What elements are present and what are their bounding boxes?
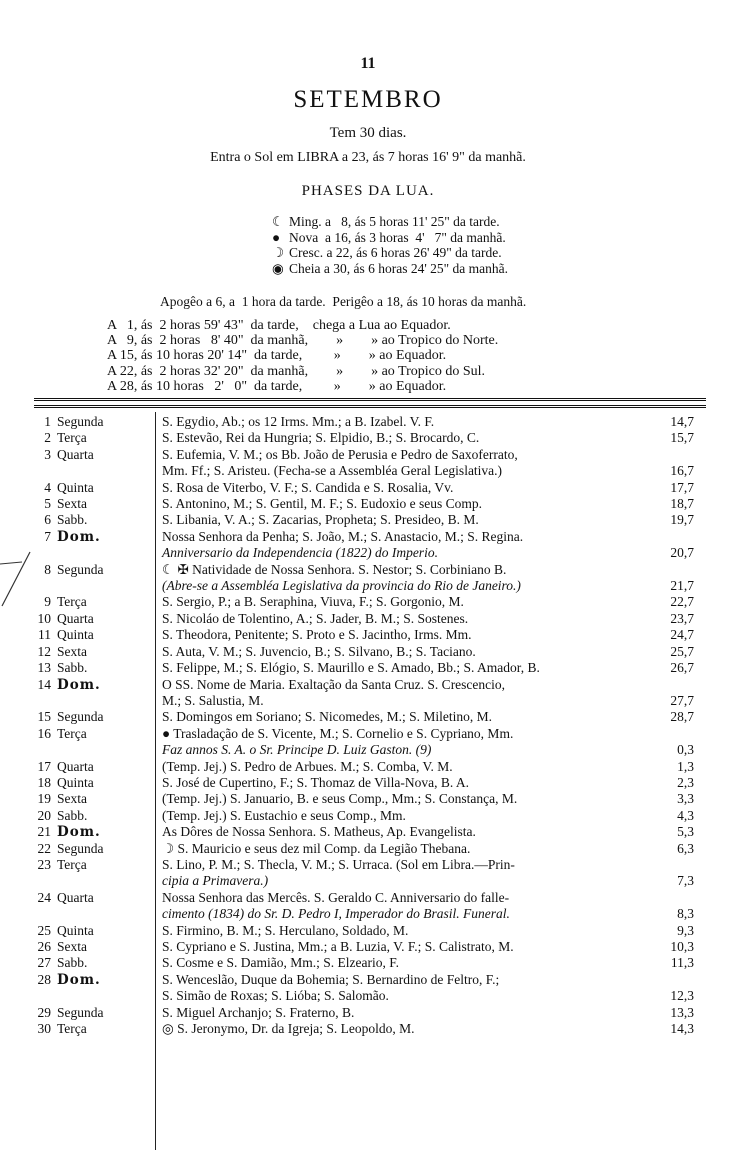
saints-text: S. José de Cupertino, F.; S. Thomaz de Villa-Nova, B. A. [162,774,469,790]
weekday: Segunda [57,561,104,577]
calendar-row [34,726,706,742]
weekday [51,906,157,922]
moon-age: 27,7 [670,692,694,708]
calendar-row [34,939,706,955]
weekday: Sexta [57,939,87,954]
sun-entry-note: Entra o Sol em LIBRA a 23, ás 7 horas 16' 9" da manhã. [210,150,526,165]
double-rule [34,398,706,406]
weekday: Quinta [57,627,94,643]
weekday: Dom. [57,528,101,545]
day-number: 12 [37,643,51,659]
weekday: Dom. [57,824,101,841]
calendar-row [34,529,706,545]
handwritten-margin-stroke [0,548,34,608]
moon-age: 20,7 [670,545,694,561]
day-number: 24 [37,889,51,905]
day-number [34,742,51,758]
moon-equator-table [107,318,498,394]
calendar-row [34,512,706,528]
weekday: Dom. [57,971,101,988]
moon-age [644,447,694,463]
calendar-row [34,988,706,1004]
day-number: 11 [38,627,51,643]
moon-age [644,529,694,545]
day-number [34,988,51,1004]
moon-phase-text: Cheia a 30, ás 6 horas 24' 25" da manhã. [289,260,509,276]
weekday: Sabb. [57,512,88,528]
calendar-row [34,709,706,725]
day-number: 23 [37,856,51,872]
calendar-row [34,693,706,709]
calendar-row [34,594,706,610]
saints-text: S. Simão de Roxas; S. Lióba; S. Salomão. [162,988,389,1004]
moon-age: 23,7 [670,610,694,626]
day-number: 2 [44,430,51,446]
calendar-row [34,463,706,479]
weekday [51,873,157,889]
calendar-row [34,545,706,561]
weekday [51,545,157,561]
moon-age: 7,3 [677,873,694,889]
moon-age: 11,3 [670,955,694,971]
saints-text: ◎ S. Jeronymo, Dr. da Igreja; S. Leopoldo, M. [162,1021,415,1037]
day-number: 10 [37,610,51,626]
day-number: 6 [44,512,51,528]
moon-age [644,562,694,578]
moon-age: 13,3 [670,1004,694,1020]
day-number: 13 [37,660,51,676]
weekday [51,693,157,709]
weekday: Segunda [57,414,104,429]
new-moon-icon: ● [272,229,281,245]
calendar-row [34,759,706,775]
day-number: 22 [37,840,51,856]
saints-text: S. Wenceslão, Duque da Bohemia; S. Bernardino de Feltro, F.; [162,971,500,987]
saints-text: S. Cosme e S. Damião, Mm.; S. Elzeario, F. [162,955,400,971]
calendar-row [34,1005,706,1021]
day-number: 21 [37,824,51,840]
calendar-row [34,808,706,824]
equator-row: A 15, ás 10 horas 20' 14" da tarde, » » ao Equador. [107,348,447,364]
weekday [51,988,157,1004]
waning-moon-icon: ☾ [272,214,285,229]
saints-text: S. Egydio, Ab.; os 12 Irms. Mm.; a B. Izabel. V. F. [162,414,435,429]
day-number: 9 [44,594,51,610]
calendar-row [34,578,706,594]
page-number: 11 [360,55,376,72]
equator-row: A 28, ás 10 horas 2' 0" da tarde, » » ao Equador. [107,378,447,394]
weekday [51,463,157,479]
equator-row: A 1, ás 2 horas 59' 43" da tarde, chega a Lua ao Equador. [107,318,451,333]
day-number: 27 [37,955,51,971]
saints-text: As Dôres de Nossa Senhora. S. Matheus, Ap. Evangelista. [162,824,476,840]
moon-phase-text: Ming. a 8, ás 5 horas 11' 25" da tarde. [289,214,500,229]
weekday: Sexta [57,496,87,512]
moon-age: 24,7 [670,627,694,643]
weekday: Terça [57,725,87,741]
saints-text: Anniversario da Independencia (1822) do Imperio. [162,545,438,561]
day-number: 5 [44,496,51,512]
moon-age: 17,7 [670,479,694,495]
calendar-row [34,677,706,693]
apogee-perigee-note: Apogêo a 6, a 1 hora da tarde. Perigêo a 18, ás 10 horas da manhã. [160,294,527,309]
saints-text: S. Estevão, Rei da Hungria; S. Elpidio, B.; S. Brocardo, C. [162,430,480,446]
moon-age: 14,3 [670,1021,694,1037]
day-number: 18 [37,774,51,790]
weekday: Terça [57,1021,87,1037]
saints-text: cimento (1834) do Sr. D. Pedro I, Imperador do Brasil. Funeral. [162,906,510,922]
day-number: 7 [44,528,51,544]
equator-row: A 9, ás 2 horas 8' 40" da manhã, » » ao Tropico do Norte. [107,333,499,349]
moon-phase-row [272,230,508,246]
calendar-row [34,627,706,643]
weekday: Terça [57,856,87,872]
weekday: Sexta [57,791,87,807]
equator-row: A 22, ás 2 horas 32' 20" da manhã, » » ao Tropico do Sul. [107,363,486,379]
moon-age [644,972,694,988]
saints-text: ☽ S. Mauricio e seus dez mil Comp. da Legião Thebana. [162,840,471,856]
day-number [34,693,51,709]
moon-age: 26,7 [670,660,694,676]
day-number [34,578,51,594]
moon-phase-row [272,245,508,261]
calendar-row [34,447,706,463]
moon-phase-row [272,261,508,277]
day-number: 19 [37,791,51,807]
saints-text: S. Nicoláo de Tolentino, A.; S. Jader, B. M.; S. Sostenes. [162,610,469,626]
calendar-row [34,873,706,889]
weekday: Quinta [57,774,94,790]
weekday: Quinta [57,479,94,495]
weekday: Quarta [57,758,94,774]
calendar-row [34,742,706,758]
saints-text: S. Eufemia, V. M.; os Bb. João de Perusia e Pedro de Saxoferrato, [162,446,518,462]
saints-text: Nossa Senhora das Mercês. S. Geraldo C. Anniversario do falle- [162,889,510,905]
moon-age: 8,3 [677,906,694,922]
moon-age: 12,3 [670,988,694,1004]
day-number: 20 [37,807,51,823]
calendar-row [34,430,706,446]
moon-age: 25,7 [670,643,694,659]
day-number: 25 [37,922,51,938]
moon-age: 1,3 [677,758,694,774]
moon-age: 6,3 [677,840,694,856]
calendar-row [34,644,706,660]
saints-text: ☾ ✠ Natividade de Nossa Senhora. S. Nestor; S. Corbiniano B. [162,561,507,577]
moon-phases-list [272,214,508,276]
day-number [34,545,51,561]
calendar-row [34,611,706,627]
day-number: 14 [37,676,51,692]
moon-age: 10,3 [670,939,694,954]
weekday: Segunda [57,840,104,856]
weekday: Quinta [57,922,94,938]
calendar-row [34,923,706,939]
saints-text: S. Auta, V. M.; S. Juvencio, B.; S. Silvano, B.; S. Taciano. [162,643,476,659]
moon-age: 18,7 [670,496,694,512]
moon-age: 3,3 [677,791,694,807]
calendar-row [34,841,706,857]
calendar-row [34,857,706,873]
moon-age [644,726,694,742]
saints-text: S. Firmino, B. M.; S. Herculano, Soldado, M. [162,922,409,938]
moon-age: 16,7 [670,463,694,479]
table-top-rule [34,407,706,408]
calendar-row [34,824,706,840]
saints-text: Faz annos S. A. o Sr. Principe D. Luiz Gaston. (9) [162,742,432,758]
weekday [51,742,157,758]
saints-text: (Temp. Jej.) S. Januario, B. e seus Comp., Mm.; S. Constança, M. [162,791,518,807]
saints-text: ● Trasladação de S. Vicente, M.; S. Cornelio e S. Cypriano, Mm. [162,725,514,741]
moon-age: 19,7 [670,512,694,528]
saints-text: S. Rosa de Viterbo, V. F.; S. Candida e S. Rosalia, Vv. [162,479,454,495]
saints-text: S. Lino, P. M.; S. Thecla, V. M.; S. Urraca. (Sol em Libra.—Prin- [162,856,515,872]
saints-text: (Temp. Jej.) S. Pedro de Arbues. M.; S. Comba, V. M. [162,758,453,774]
weekday: Quarta [57,446,94,462]
day-number: 16 [37,725,51,741]
saints-text: O SS. Nome de Maria. Exaltação da Santa Cruz. S. Crescencio, [162,676,506,692]
page-title: SETEMBRO [293,86,443,113]
calendar-row [34,955,706,971]
saints-text: S. Domingos em Soriano; S. Nicomedes, M.; S. Miletino, M. [162,709,493,725]
day-number [34,906,51,922]
calendar-row [34,480,706,496]
calendar-row [34,496,706,512]
day-number: 30 [37,1021,51,1037]
weekday [51,578,157,594]
weekday: Segunda [57,1004,104,1020]
calendar-row [34,775,706,791]
saints-text: (Abre-se a Assembléa Legislativa da provincia do Rio de Janeiro.) [162,578,521,594]
saints-text: M.; S. Salustia, M. [162,692,264,708]
weekday: Dom. [57,676,101,693]
weekday: Terça [57,594,87,610]
moon-phase-row [272,214,508,230]
saints-text: S. Felippe, M.; S. Elógio, S. Maurillo e S. Amado, Bb.; S. Amador, B. [162,660,540,676]
day-number: 28 [37,971,51,987]
calendar-row [34,906,706,922]
moon-age: 15,7 [670,430,694,446]
weekday: Sabb. [57,660,88,676]
day-number [34,873,51,889]
moon-phase-text: Nova a 16, ás 3 horas 4' 7" da manhã. [289,229,506,245]
weekday: Quarta [57,610,94,626]
moon-age: 0,3 [677,742,694,758]
day-number: 1 [44,414,51,429]
waxing-moon-icon: ☽ [272,245,285,260]
saints-text: S. Miguel Archanjo; S. Fraterno, B. [162,1004,355,1020]
moon-age [644,890,694,906]
saints-text: S. Sergio, P.; a B. Seraphina, Viuva, F.; S. Gorgonio, M. [162,594,464,610]
saints-text: S. Cypriano e S. Justina, Mm.; a B. Luzia, V. F.; S. Calistrato, M. [162,939,514,954]
day-number: 15 [37,709,51,725]
calendar-row [34,972,706,988]
day-number: 17 [37,758,51,774]
saints-text: S. Antonino, M.; S. Gentil, M. F.; S. Eudoxio e seus Comp. [162,496,482,512]
day-number: 26 [37,939,51,954]
weekday: Sexta [57,643,87,659]
weekday: Sabb. [57,955,88,971]
moon-age: 2,3 [677,774,694,790]
day-number: 8 [44,561,51,577]
moon-age: 21,7 [670,578,694,594]
saints-text: Nossa Senhora da Penha; S. João, M.; S. Anastacio, M.; S. Regina. [162,528,524,544]
weekday: Sabb. [57,807,88,823]
calendar-row [34,791,706,807]
moon-phase-text: Cresc. a 22, ás 6 horas 26' 49" da tarde. [289,245,502,260]
moon-age [644,677,694,693]
phases-heading: PHASES DA LUA. [301,183,435,199]
day-number: 29 [37,1004,51,1020]
calendar-row [34,414,706,430]
saints-text: cipia a Primavera.) [162,873,269,889]
calendar-row [34,562,706,578]
day-number [34,463,51,479]
day-number: 3 [44,446,51,462]
days-count: Tem 30 dias. [329,125,407,141]
saints-text: S. Libania, V. A.; S. Zacarias, Propheta; S. Presideo, B. M. [162,512,479,528]
day-number: 4 [44,479,51,495]
weekday: Terça [57,430,87,446]
moon-age [644,857,694,873]
saints-text: (Temp. Jej.) S. Eustachio e seus Comp., Mm. [162,807,406,823]
moon-age: 22,7 [670,594,694,610]
moon-age: 28,7 [670,709,694,725]
saints-calendar-table [34,414,706,1037]
moon-age: 14,7 [670,414,694,429]
moon-age: 9,3 [677,922,694,938]
weekday: Quarta [57,889,94,905]
moon-age: 5,3 [677,824,694,840]
moon-age: 4,3 [677,807,694,823]
calendar-row [34,660,706,676]
weekday: Segunda [57,709,104,725]
saints-text: Mm. Ff.; S. Aristeu. (Fecha-se a Assembléa Geral Legislativa.) [162,463,503,479]
calendar-row [34,1021,706,1037]
full-moon-icon: ◉ [272,260,284,276]
calendar-row [34,890,706,906]
saints-text: S. Theodora, Penitente; S. Proto e S. Jacintho, Irms. Mm. [162,627,472,643]
